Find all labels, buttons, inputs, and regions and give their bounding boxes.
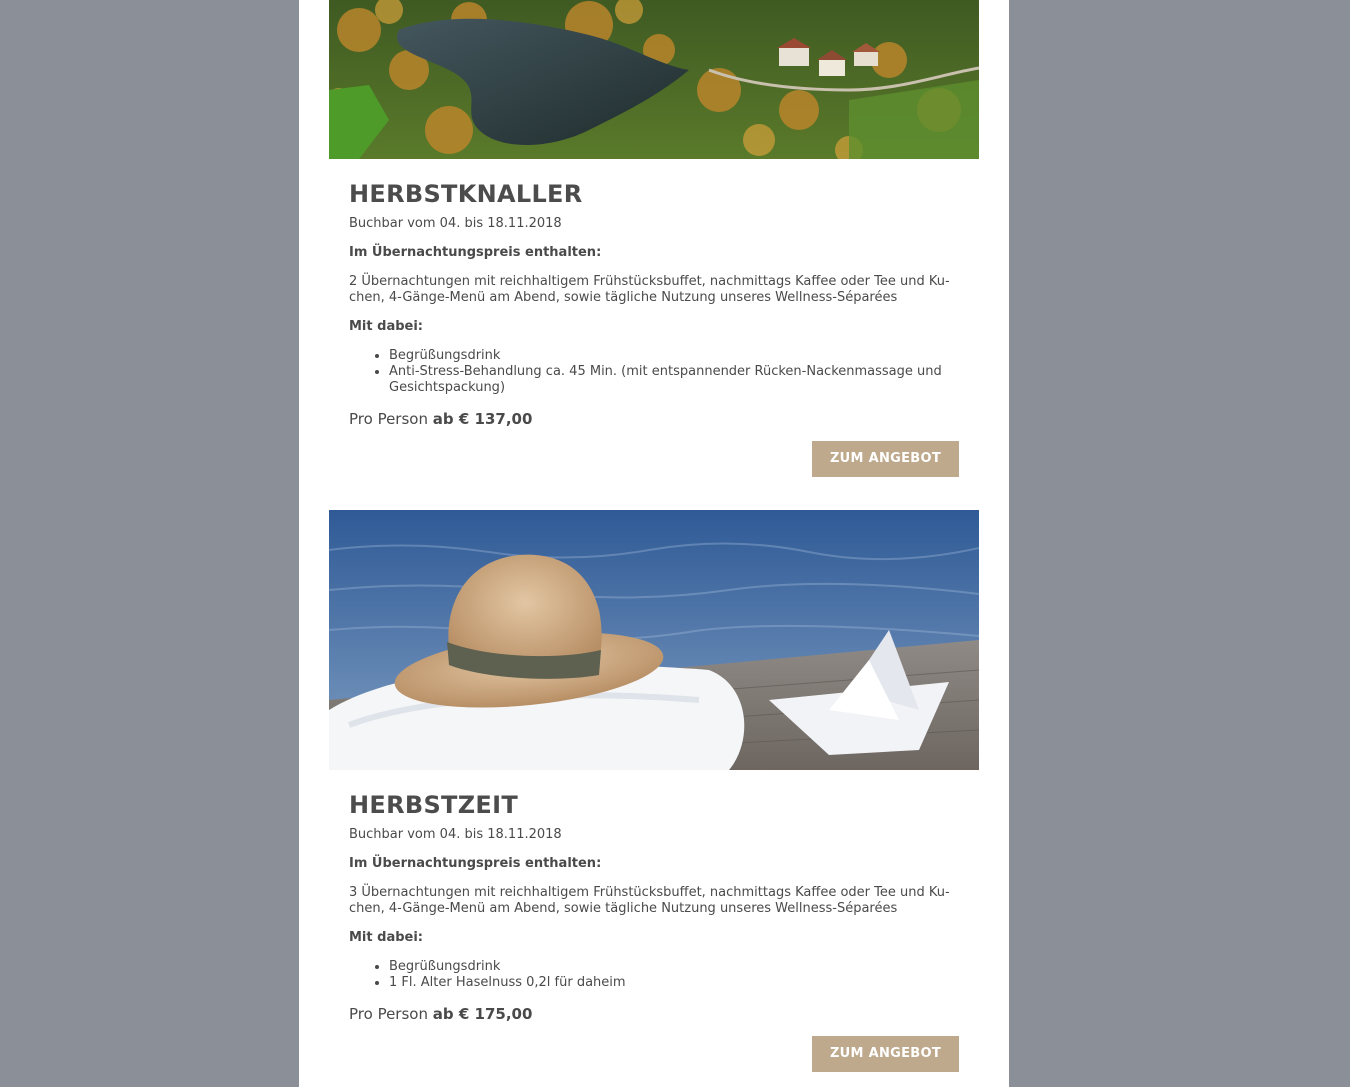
price-prefix: Pro Person	[349, 1005, 428, 1023]
offer-title: HERBSTZEIT	[349, 791, 519, 819]
offer-card-herbstknaller	[329, 0, 979, 477]
list-item: • Anti-Stress-Behandlung ca. 45 Min. (mit entspannender Rücken-Nackenmassage und Gesichtspackung)	[389, 364, 959, 396]
hat-towel-boat-illustration	[329, 510, 979, 770]
zum-angebot-button[interactable]: ZUM ANGEBOT	[812, 1036, 959, 1072]
offer-image-hat-boat	[329, 510, 979, 770]
offer-extras-heading: Mit dabei:	[349, 319, 423, 334]
offer-included-heading: Im Übernachtungspreis enthalten:	[349, 856, 602, 871]
zum-angebot-button[interactable]: ZUM ANGEBOT	[812, 441, 959, 477]
price-prefix: Pro Person	[349, 410, 428, 428]
offer-extras-list	[349, 959, 959, 991]
price-value: ab € 175,00	[432, 1005, 533, 1023]
offer-image-lake	[329, 0, 979, 159]
list-item: • 1 Fl. Alter Haselnuss 0,2l für daheim	[389, 975, 959, 991]
list-item: • Begrüßungsdrink	[389, 959, 959, 975]
offer-included-heading: Im Übernachtungspreis enthalten:	[349, 245, 602, 260]
offer-price	[349, 1004, 959, 1024]
offer-description: 3 Übernachtungen mit reichhaltigem Frühstücksbuffet, nachmittags Kaffee oder Tee und Ku-chen, 4-Gänge-Menü am Abend, sowie tägliche Nutzung unseres Wellness-Séparées	[349, 885, 950, 916]
list-item: • Begrüßungsdrink	[389, 348, 959, 364]
offer-title: HERBSTKNALLER	[349, 180, 583, 208]
offer-booking-dates: Buchbar vom 04. bis 18.11.2018	[349, 827, 562, 842]
offer-description: 2 Übernachtungen mit reichhaltigem Frühstücksbuffet, nachmittags Kaffee oder Tee und Ku-chen, 4-Gänge-Menü am Abend, sowie tägliche Nutzung unseres Wellness-Séparées	[349, 274, 950, 305]
offer-extras-list	[349, 348, 959, 396]
offer-card-herbstzeit	[329, 510, 979, 1072]
offer-price	[349, 409, 959, 429]
offer-booking-dates: Buchbar vom 04. bis 18.11.2018	[349, 216, 562, 231]
price-value: ab € 137,00	[432, 410, 533, 428]
lake-landscape-illustration	[329, 0, 979, 159]
offer-extras-heading: Mit dabei:	[349, 930, 423, 945]
newsletter-container	[299, 0, 1009, 1087]
